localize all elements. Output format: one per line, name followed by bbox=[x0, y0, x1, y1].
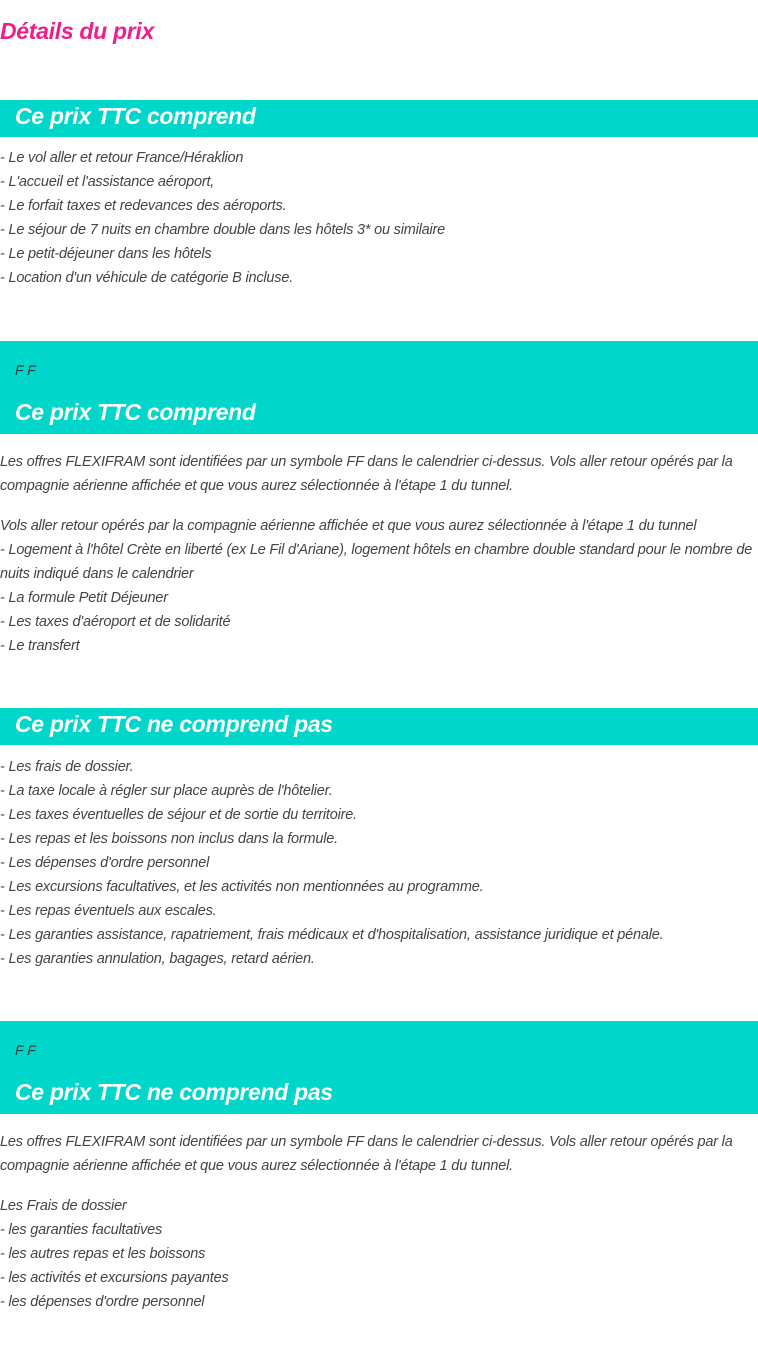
list-item: - La taxe locale à régler sur place auprès de l'hôtelier. bbox=[0, 783, 333, 799]
page-title: Détails du prix bbox=[0, 18, 154, 44]
list-item: - les autres repas et les boissons bbox=[0, 1246, 206, 1262]
list-item: - les dépenses d'ordre personnel bbox=[0, 1294, 205, 1310]
ff-intro-text: Les offres FLEXIFRAM sont identifiées par un symbole FF dans le calendrier ci-dessus. Vols aller retour opérés par la compagnie aérienne affichée et que vous aurez sélectionnée à l'étape 1 du tunnel. bbox=[0, 1134, 733, 1174]
list-item: - les activités et excursions payantes bbox=[0, 1270, 229, 1286]
list-item: - Les repas et les boissons non inclus dans la formule. bbox=[0, 831, 338, 847]
list-item: - Le petit-déjeuner dans les hôtels bbox=[0, 246, 212, 262]
list-item: Vols aller retour opérés par la compagnie aérienne affichée et que vous aurez sélectionnée à l'étape 1 du tunnel bbox=[0, 518, 697, 534]
list-item: - Les taxes d'aéroport et de solidarité bbox=[0, 614, 231, 630]
section-excluded-list bbox=[0, 755, 758, 971]
section-ff-excluded-list bbox=[0, 1194, 758, 1314]
list-item: Les Frais de dossier bbox=[0, 1198, 127, 1214]
ff-badge: F F bbox=[15, 362, 36, 378]
section-excluded-title: Ce prix TTC ne comprend pas bbox=[15, 711, 333, 737]
list-item: - Les garanties assistance, rapatriement, frais médicaux et d'hospitalisation, assistance juridique et pénale. bbox=[0, 927, 664, 943]
list-item: - Les excursions facultatives, et les activités non mentionnées au programme. bbox=[0, 879, 484, 895]
list-item: - Les frais de dossier. bbox=[0, 759, 134, 775]
list-item: - Logement à l'hôtel Crète en liberté (ex Le Fil d'Ariane), logement hôtels en chambre double standard pour le nombre de nuits indiqué dans le calendrier bbox=[0, 542, 753, 582]
list-item: - Le séjour de 7 nuits en chambre double dans les hôtels 3* ou similaire bbox=[0, 222, 446, 238]
section-included-title: Ce prix TTC comprend bbox=[15, 103, 256, 129]
ff-badge: F F bbox=[15, 1042, 36, 1058]
section-ff-included-header bbox=[0, 341, 758, 434]
list-item: - Les repas éventuels aux escales. bbox=[0, 903, 217, 919]
list-item: - les garanties facultatives bbox=[0, 1222, 163, 1238]
section-ff-included-intro bbox=[0, 450, 758, 498]
section-included-header bbox=[0, 100, 758, 137]
section-ff-excluded-title: Ce prix TTC ne comprend pas bbox=[15, 1079, 333, 1105]
section-ff-included-list bbox=[0, 514, 758, 658]
list-item: - La formule Petit Déjeuner bbox=[0, 590, 168, 606]
list-item: - Les taxes éventuelles de séjour et de sortie du territoire. bbox=[0, 807, 357, 823]
list-item: - Le vol aller et retour France/Héraklion bbox=[0, 150, 244, 166]
ff-intro-text: Les offres FLEXIFRAM sont identifiées par un symbole FF dans le calendrier ci-dessus. Vols aller retour opérés par la compagnie aérienne affichée et que vous aurez sélectionnée à l'étape 1 du tunnel. bbox=[0, 454, 733, 494]
list-item: - Les garanties annulation, bagages, retard aérien. bbox=[0, 951, 315, 967]
list-item: - Location d'un véhicule de catégorie B incluse. bbox=[0, 270, 294, 286]
section-ff-included-title: Ce prix TTC comprend bbox=[15, 399, 256, 425]
section-ff-excluded-header bbox=[0, 1021, 758, 1114]
list-item: - L'accueil et l'assistance aéroport, bbox=[0, 174, 215, 190]
list-item: - Les dépenses d'ordre personnel bbox=[0, 855, 210, 871]
list-item: - Le transfert bbox=[0, 638, 80, 654]
section-included-list bbox=[0, 146, 758, 290]
section-ff-excluded-intro bbox=[0, 1130, 758, 1178]
section-excluded-header bbox=[0, 708, 758, 745]
list-item: - Le forfait taxes et redevances des aéroports. bbox=[0, 198, 287, 214]
